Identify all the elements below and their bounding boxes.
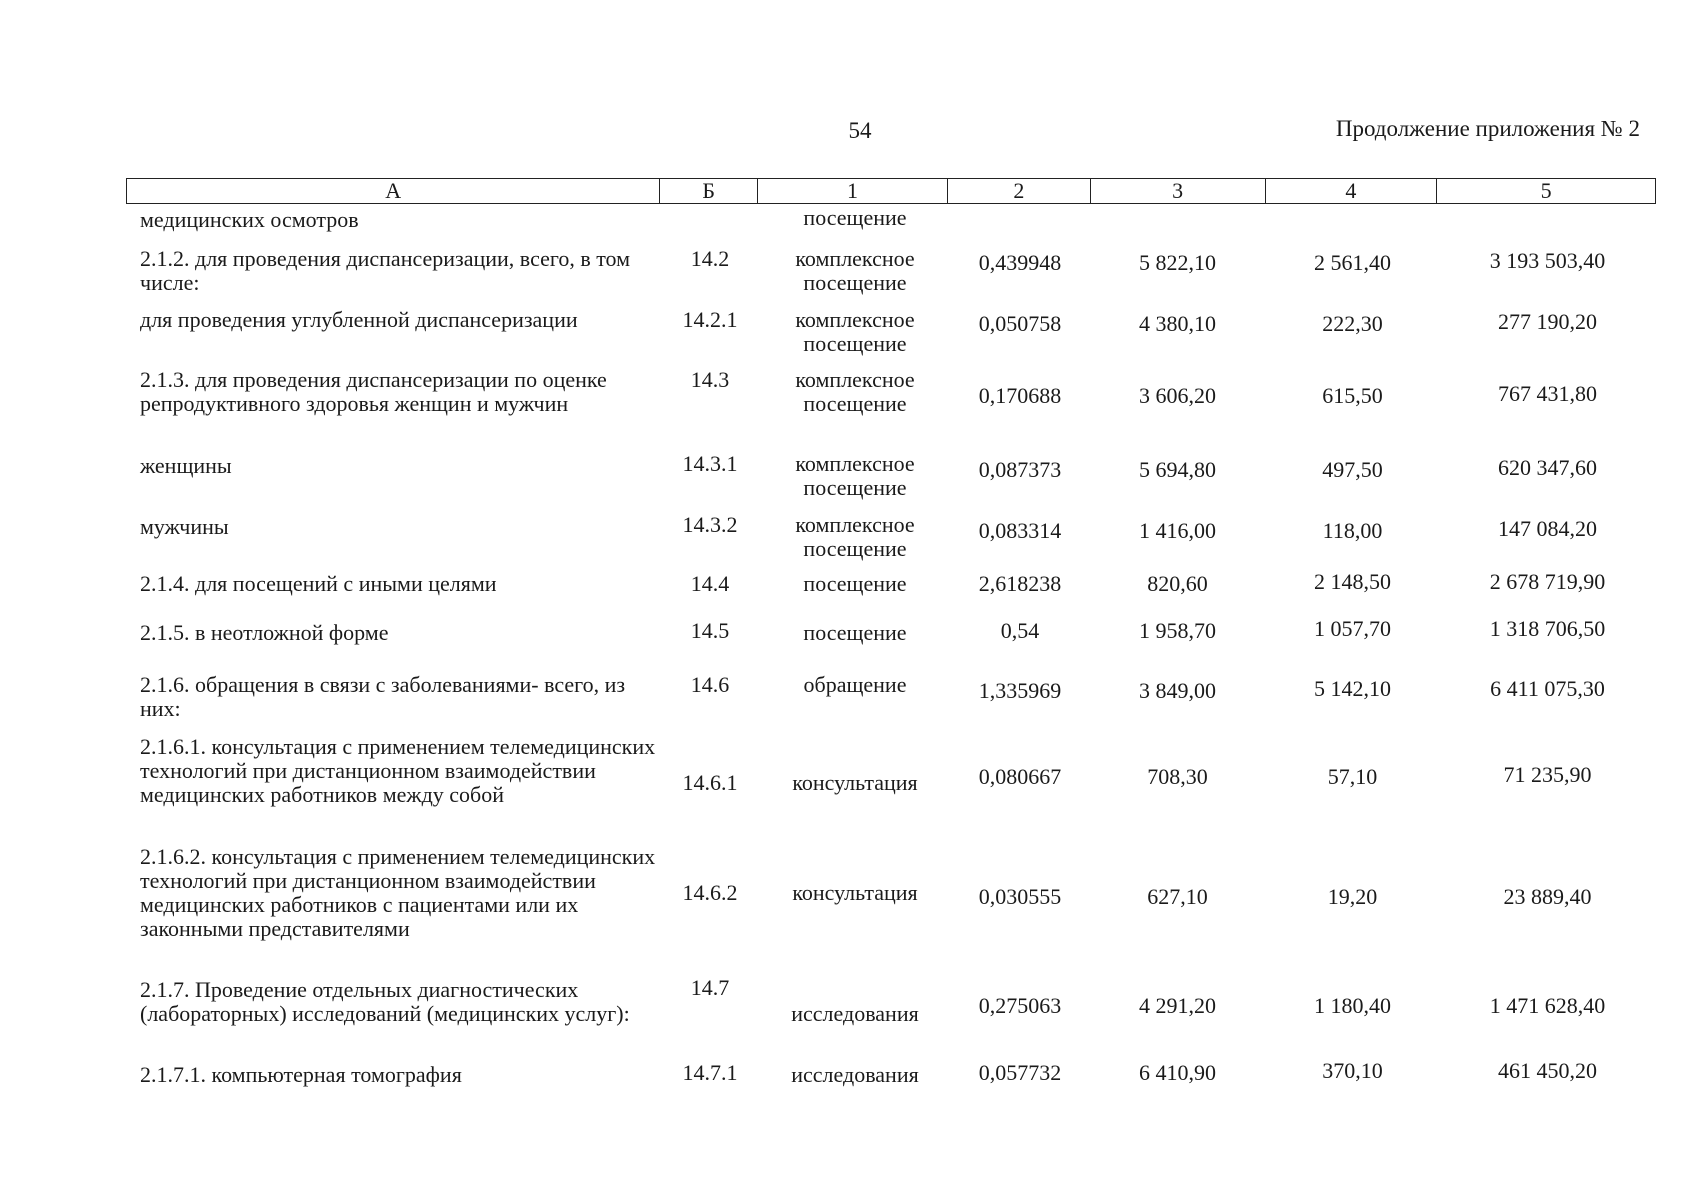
row-name: 2.1.6.2. консультация с применением телемедицинских технологий при дистанционном взаимодействии медицинских работников с пациентами или их законными представителями: [140, 844, 656, 941]
row-col3: 6 410,90: [1139, 1060, 1216, 1085]
row-unit: комплексное посещение: [795, 246, 915, 295]
row-name: мужчины: [140, 514, 229, 539]
row-name: для проведения углубленной диспансеризации: [140, 307, 578, 332]
row-name: медицинских осмотров: [140, 207, 359, 232]
row-unit: посещение: [803, 205, 907, 230]
row-unit: консультация: [792, 770, 918, 795]
row-code: 14.2: [690, 246, 730, 271]
row-col4: 19,20: [1327, 884, 1378, 909]
row-name: 2.1.6. обращения в связи с заболеваниями- всего, из них:: [140, 672, 626, 721]
row-col4: 57,10: [1327, 764, 1378, 789]
page-number: 54: [848, 118, 872, 143]
row-col4: 615,50: [1322, 383, 1383, 408]
row-col2: 0,087373: [978, 457, 1062, 482]
row-code: 14.4: [690, 571, 730, 596]
row-code: 14.7: [690, 975, 730, 1000]
row-code: 14.3: [690, 367, 730, 392]
row-col5: 767 431,80: [1498, 381, 1597, 406]
row-col4: 222,30: [1322, 311, 1383, 336]
row-col2: 0,439948: [978, 250, 1062, 275]
row-col5: 6 411 075,30: [1490, 676, 1605, 701]
row-col2: 0,057732: [978, 1060, 1062, 1085]
row-unit: комплексное посещение: [795, 367, 915, 416]
row-col3: 4 380,10: [1139, 311, 1216, 336]
row-col3: 1 958,70: [1139, 618, 1216, 643]
row-name: женщины: [140, 453, 232, 478]
row-col3: 627,10: [1147, 884, 1208, 909]
row-col3: 820,60: [1147, 571, 1208, 596]
row-col2: 0,083314: [978, 518, 1062, 543]
table-header-row: [126, 178, 1656, 204]
row-col3: 3 849,00: [1139, 678, 1216, 703]
row-col2: 0,080667: [978, 764, 1062, 789]
row-code: 14.3.1: [682, 451, 738, 476]
row-col5: 1 318 706,50: [1489, 616, 1606, 641]
column-header-3: 3: [1091, 179, 1266, 203]
row-code: 14.6: [690, 672, 730, 697]
row-name: 2.1.6.1. консультация с применением телемедицинских технологий при дистанционном взаимодействии медицинских работников между собой: [140, 734, 656, 807]
row-col5: 3 193 503,40: [1489, 248, 1606, 273]
row-col4: 1 057,70: [1314, 616, 1391, 641]
row-col3: 1 416,00: [1139, 518, 1216, 543]
row-name: 2.1.2. для проведения диспансеризации, всего, в том числе:: [140, 246, 631, 295]
row-col2: 0,030555: [978, 884, 1062, 909]
row-col2: 0,050758: [978, 311, 1062, 336]
row-code: 14.2.1: [682, 307, 738, 332]
row-col5: 23 889,40: [1503, 884, 1592, 909]
row-unit: посещение: [803, 620, 907, 645]
row-col3: 5 694,80: [1139, 457, 1216, 482]
row-name: 2.1.7.1. компьютерная томография: [140, 1062, 462, 1087]
row-col4: 5 142,10: [1314, 676, 1391, 701]
row-unit: комплексное посещение: [795, 512, 915, 561]
row-col4: 118,00: [1322, 518, 1383, 543]
row-col5: 71 235,90: [1503, 762, 1592, 787]
row-col4: 497,50: [1322, 457, 1383, 482]
row-unit: исследования: [791, 1001, 919, 1026]
row-name: 2.1.3. для проведения диспансеризации по оценке репродуктивного здоровья женщин и мужчин: [140, 367, 607, 416]
row-col2: 0,170688: [978, 383, 1062, 408]
row-col5: 277 190,20: [1498, 309, 1597, 334]
row-col3: 3 606,20: [1139, 383, 1216, 408]
row-col4: 2 148,50: [1314, 569, 1391, 594]
column-header-a: А: [127, 179, 660, 203]
row-col5: 147 084,20: [1498, 516, 1597, 541]
column-header-4: 4: [1266, 179, 1438, 203]
column-header-b: Б: [660, 179, 758, 203]
row-col4: 370,10: [1322, 1058, 1383, 1083]
row-col2: 1,335969: [978, 678, 1062, 703]
row-unit: обращение: [803, 672, 907, 697]
row-col5: 620 347,60: [1498, 455, 1597, 480]
row-code: 14.7.1: [682, 1060, 738, 1085]
row-col3: 5 822,10: [1139, 250, 1216, 275]
row-col2: 2,618238: [978, 571, 1062, 596]
row-col5: 1 471 628,40: [1489, 993, 1606, 1018]
column-header-5: 5: [1540, 178, 1552, 203]
row-unit: комплексное посещение: [795, 307, 915, 356]
row-col5: 2 678 719,90: [1489, 569, 1606, 594]
row-col2: 0,275063: [978, 993, 1062, 1018]
row-code: 14.6.1: [682, 770, 738, 795]
row-name: 2.1.5. в неотложной форме: [140, 620, 389, 645]
row-code: 14.6.2: [682, 880, 738, 905]
row-col3: 708,30: [1147, 764, 1208, 789]
column-header-2: 2: [948, 179, 1091, 203]
row-name: 2.1.4. для посещений с иными целями: [140, 571, 497, 596]
row-unit: комплексное посещение: [795, 451, 915, 500]
row-col2: 0,54: [1000, 618, 1040, 643]
row-unit: посещение: [803, 571, 907, 596]
row-unit: консультация: [792, 880, 918, 905]
row-unit: исследования: [791, 1062, 919, 1087]
row-col4: 1 180,40: [1314, 993, 1391, 1018]
row-name: 2.1.7. Проведение отдельных диагностических (лабораторных) исследований (медицинских услуг):: [140, 977, 630, 1026]
column-header-1: 1: [758, 179, 948, 203]
row-code: 14.5: [690, 618, 730, 643]
row-col4: 2 561,40: [1314, 250, 1391, 275]
row-col5: 461 450,20: [1498, 1058, 1597, 1083]
appendix-continuation-label: Продолжение приложения № 2: [1335, 116, 1640, 141]
row-col3: 4 291,20: [1139, 993, 1216, 1018]
row-code: 14.3.2: [682, 512, 738, 537]
